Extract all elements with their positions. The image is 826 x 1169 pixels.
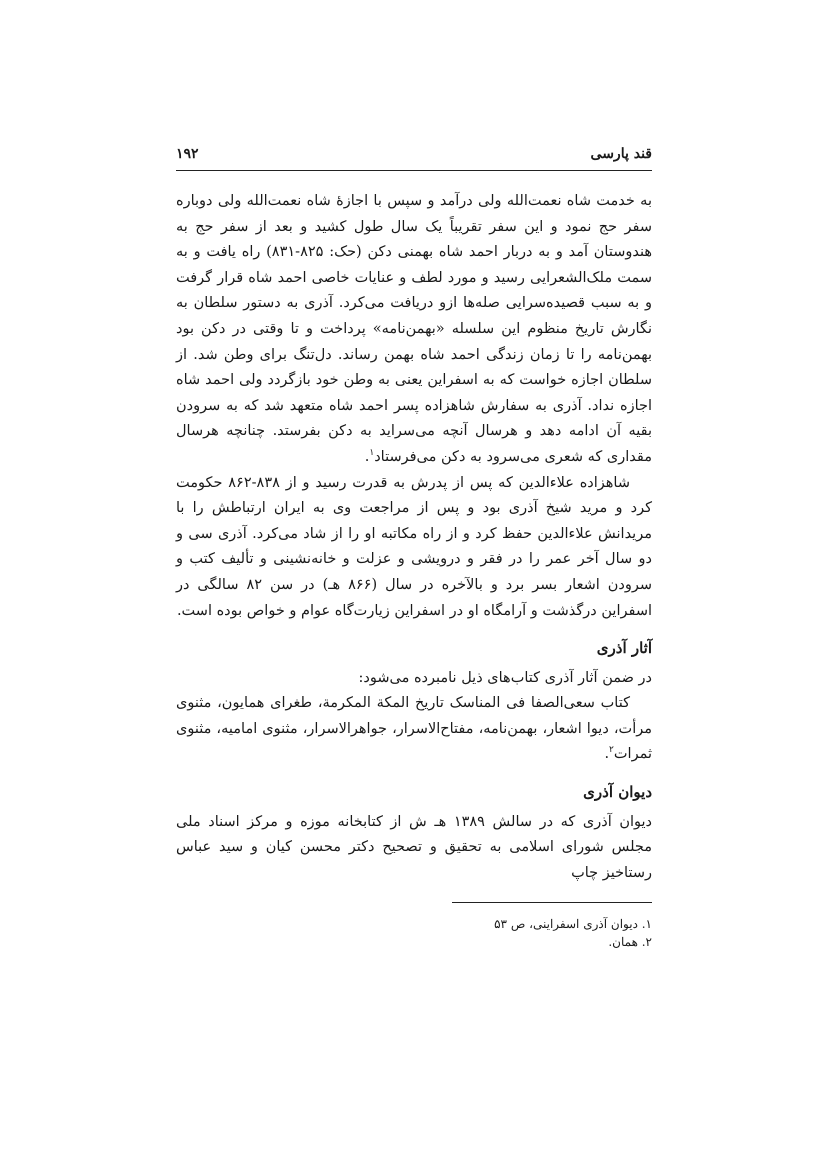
footnote-ref-1: ۱ bbox=[369, 448, 375, 459]
paragraph-2: شاهزاده علاءالدین که پس از پدرش به قدرت رسید و از ۸۳۸-۸۶۲ حکومت کرد و مرید شیخ آذری بود و پس از مراجعت وی به ایران ارتباطش را با مریدانش علاءالدین حفظ کرد و از راه مکاتبه او را از شاد می‌کرد. آذری سی و دو سال آخر عمر را در فقر و درویشی و عزلت و خانه‌نشینی و تألیف کتب و سرودن اشعار بسر برد و بالآخره در سال (۸۶۶ هـ) در سن ۸۲ سالگی در اسفراین درگذشت و آرامگاه او در اسفراین زیارت‌گاه عوام و خواص بوده است. bbox=[176, 474, 652, 619]
section-heading-divan: دیوان آذری bbox=[583, 783, 652, 802]
footnotes bbox=[176, 915, 652, 951]
footnote-2: ۲. همان. bbox=[608, 935, 652, 950]
running-title: قند پارسی bbox=[590, 146, 652, 162]
page-number: ۱۹۲ bbox=[176, 146, 199, 162]
paragraph-1: به خدمت شاه نعمت‌الله ولی درآمد و سپس با اجازهٔ شاه نعمت‌الله ولی دوباره سفر حج نمود و این سفر تقریباً یک سال طول کشید و بعد از سفر حج به هندوستان آمد و به دربار احمد شاه بهمنی دکن (حک: ۸۲۵-۸۳۱) راه یافت و به سمت ملک‌الشعرایی رسید و مورد لطف و عنایات خاصی احمد شاه قرار گرفت و به سبب قصیده‌سرایی صله‌ها ازو دریافت می‌کرد. آذری به دستور سلطان به نگارش تاریخ منظوم این سلسله «بهمن‌نامه» پرداخت و تا وقتی در دکن بود بهمن‌نامه را تا زمان زندگی احمد شاه بهمن رساند. دل‌تنگ برای وطن شد. از سلطان اجازه خواست که به اسفراین یعنی به وطن خود بازگردد ولی احمد شاه اجازه نداد. آذری به سفارش شاهزاده پسر احمد شاه متعهد شد که به سرودن بقیه آن ادامه دهد و هرسال آنچه می‌سراید به دکن بفرستد. چنانچه هرسال مقداری که شعری می‌سرود به دکن می‌فرستاد$^۱$. bbox=[176, 193, 653, 465]
footnote-divider bbox=[452, 902, 652, 903]
body-text bbox=[176, 189, 652, 886]
page-header bbox=[176, 138, 652, 171]
footnote-1: ۱. دیوان آذری اسفراینی، ص ۵۳ bbox=[494, 917, 652, 932]
footnote-ref-2: ۲ bbox=[609, 745, 614, 756]
works-list: کتاب سعی‌الصفا فی المناسک تاریخ المکة المکرمة، طغرای همایون، مثنوی مرأت، دیوا اشعار، بهمن‌نامه، مفتاح‌الاسرار، جواهرالاسرار، مثنوی امامیه، مثنوی ثمرات$^۲$. bbox=[176, 695, 652, 763]
section-heading-works: آثار آذری bbox=[596, 639, 652, 658]
works-intro: در ضمن آثار آذری کتاب‌های ذیل نامبرده می‌شود: bbox=[358, 669, 652, 686]
document-page bbox=[176, 138, 652, 951]
divan-paragraph: دیوان آذری که در سالش ۱۳۸۹ هـ ش از کتابخانه موزه و مرکز اسناد ملی مجلس شورای اسلامی به تحقیق و تصحیح دکتر محسن کیان و سید عباس رستاخیز چاپ bbox=[176, 813, 652, 881]
